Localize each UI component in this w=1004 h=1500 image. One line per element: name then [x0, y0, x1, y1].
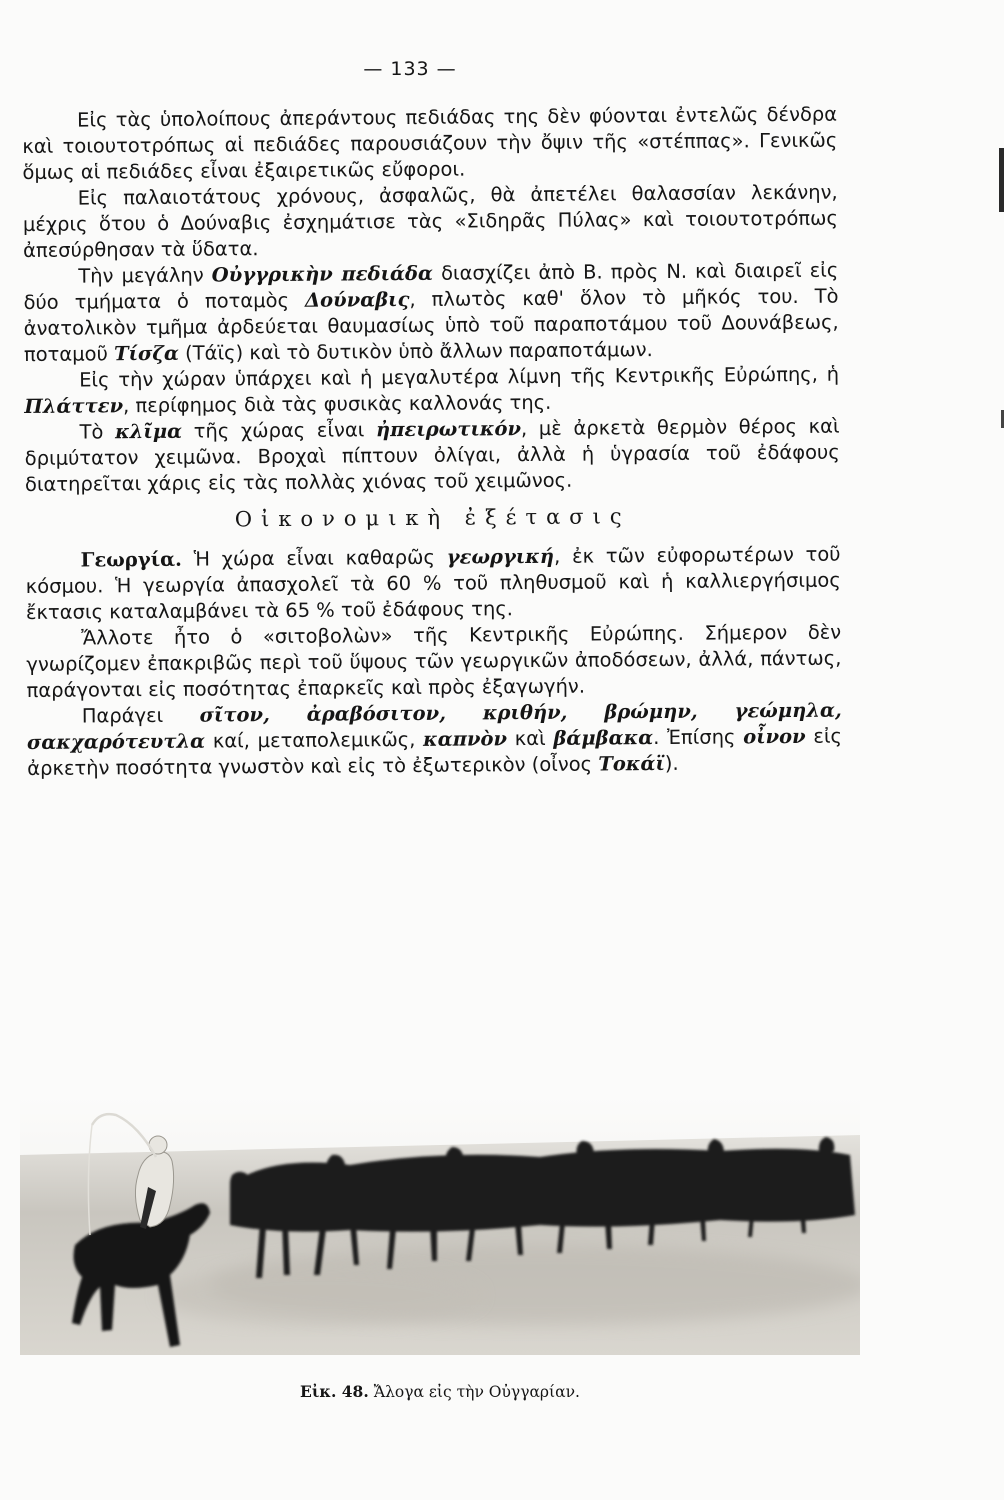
emphasized-term: Πλάττεν	[24, 394, 124, 418]
text-run: , μὲ ἀρκετὰ θερμὸν θέρος καὶ δριμύτατον χειμῶνα. Βροχαὶ πίπτουν ὀλίγαι, ἀλλὰ ἡ ὑγρασία τοῦ ἐδάφους διατηρεῖται χάρις εἰς τὰς πολλὰς χιόνας τοῦ χειμῶνος.	[24, 414, 840, 496]
text-run: ).	[664, 751, 679, 775]
text-run: Εἰς τὰς ὑπολοίπους ἀπεράντους πεδιάδας της δὲν φύονται ἐντελῶς δένδρα καὶ τοιουτοτρόπως αἱ πεδιάδες παρουσιάζουν τὴν ὄψιν τῆς «στέππας». Γενικῶς ὅμως αἱ πεδιάδες εἶναι ἐξαιρετικῶς εὔφοροι.	[22, 102, 838, 184]
text-run: Εἰς παλαιοτάτους χρόνους, ἀσφαλῶς, θὰ ἀπετέλει θαλασσίαν λεκάνην, μέχρις ὅτου ὁ Δούναβις ἐσχημάτισε τὰς «Σιδηρᾶς Πύλας» καὶ τοιουτοτρόπως ἀπεσύρθησαν τὰ ὕδατα.	[22, 180, 838, 262]
body-text	[22, 102, 842, 782]
text-run: Εἰς τὴν χώραν ὑπάρχει καὶ ἡ μεγαλυτέρα λίμνη τῆς Κεντρικῆς Εὐρώπης, ἡ	[79, 362, 840, 392]
paragraph	[26, 620, 842, 704]
figure-caption-text: Ἄλογα εἰς τὴν Οὐγγαρίαν.	[373, 1383, 580, 1401]
paragraph	[22, 102, 838, 186]
text-run: καί, μεταπολεμικῶς,	[204, 727, 424, 753]
emphasized-term: βάμβακα	[553, 726, 654, 750]
paragraph	[23, 258, 839, 368]
paragraph	[24, 414, 840, 498]
section-heading: Οἰκονομικὴ ἐξέτασις	[234, 504, 631, 532]
emphasized-term: Οὐγγρικὴν πεδιάδα	[211, 261, 434, 287]
text-run: Ἡ χώρα εἶναι καθαρῶς	[181, 545, 447, 571]
paragraph-lead: Γεωργία.	[80, 547, 182, 572]
text-run: (Τάϊς) καὶ τὸ δυτικὸν ὑπὸ ἄλλων παραποτάμων.	[178, 338, 653, 365]
economy-section	[25, 542, 842, 782]
text-run: διασχίζει ἀπὸ Β. πρὸς Ν. καὶ διαιρεῖ εἰς δύο τμήματα ὁ ποταμὸς	[23, 258, 839, 314]
page-number: — 133 —	[363, 58, 457, 80]
scan-edge-mark	[999, 148, 1004, 212]
paragraph	[23, 180, 839, 264]
text-run: Παράγει	[81, 703, 200, 728]
emphasized-term: κλῖμα	[114, 419, 183, 444]
text-run: Ἄλλοτε ἦτο ὁ «σιτοβολὼν» τῆς Κεντρικῆς Εὐρώπης. Σήμερον δὲν γνωρίζομεν ἐπακριβῶς περὶ τοῦ ὕψους τῶν γεωργικῶν ἀποδόσεων, ἀλλά, πάντως, παράγονται εἰς ποσότητας ἐπαρκεῖς καὶ πρὸς ἐξαγωγήν.	[26, 620, 842, 702]
text-run: , ἐκ τῶν εὐφορωτέρων τοῦ κόσμου. Ἡ γεωργία ἀπασχολεῖ τὰ 60 % τοῦ πληθυσμοῦ καὶ ἡ καλλιεργήσιμος ἔκτασις καταλαμβάνει τὰ 65 % τοῦ ἐδάφους της.	[25, 542, 841, 624]
emphasized-term: Δούναβις	[304, 287, 410, 312]
emphasized-term: Τίσζα	[113, 341, 180, 366]
text-run: Τὴν μεγάλην	[78, 263, 212, 288]
emphasized-term: γεωργική	[446, 544, 555, 569]
text-run: τῆς χώρας εἶναι	[181, 418, 377, 443]
text-run: Τὸ	[79, 420, 116, 444]
figure-label: Εἰκ. 48.	[300, 1382, 369, 1401]
emphasized-term: Τοκάϊ	[598, 751, 665, 776]
text-run: καὶ	[506, 726, 554, 751]
emphasized-term: ἠπειρωτικόν	[375, 417, 522, 442]
emphasized-term: σῖτον, ἀραβόσιτον, κριθήν, βρώμην, γεώμηλα, σακχαρότευτλα	[26, 698, 842, 754]
emphasized-term: καπνὸν	[422, 727, 508, 751]
figure-caption	[0, 1382, 880, 1401]
geography-section	[22, 102, 840, 498]
paragraph	[24, 362, 839, 420]
text-run: , περίφημος διὰ τὰς φυσικὰς καλλονάς της.	[122, 390, 552, 418]
text-run: . Ἐπίσης	[653, 725, 744, 750]
horses-photo	[20, 1095, 860, 1355]
emphasized-term: οἶνον	[743, 724, 806, 749]
paragraph	[25, 542, 841, 626]
text-run: , πλωτὸς καθ' ὅλον τὸ μῆκός του. Τὸ ἀνατολικὸν τμῆμα ἀρδεύεται θαυμασίως ὑπὸ τοῦ παραποτάμου τοῦ Δουνάβεως, ποταμοῦ	[23, 284, 839, 366]
text-run: εἰς ἀρκετὴν ποσότητα γνωστὸν καὶ εἰς τὸ ἐξωτερικὸν (οἶνος	[27, 724, 843, 780]
paragraph	[27, 698, 843, 782]
